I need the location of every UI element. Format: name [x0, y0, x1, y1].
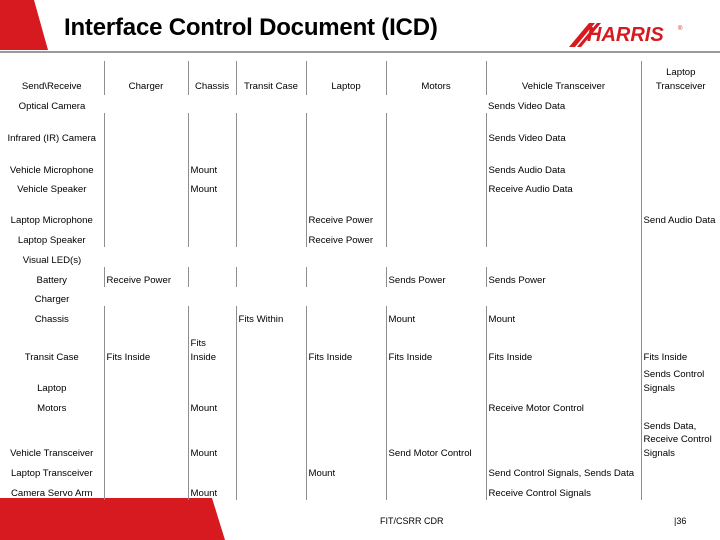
- table-row: [0, 113, 720, 145]
- table-cell: [236, 287, 306, 306]
- table-cell: [236, 247, 306, 267]
- table-cell: Mount: [306, 460, 386, 480]
- table-cell: [641, 306, 720, 326]
- table-cell: [236, 364, 306, 395]
- row-label: Camera Servo Arm: [0, 480, 104, 500]
- table-cell: Fits Inside: [486, 326, 641, 364]
- table-cell: [236, 196, 306, 227]
- table-row: [0, 460, 720, 480]
- table-cell: [236, 480, 306, 500]
- row-label: Vehicle Speaker: [0, 177, 104, 196]
- row-label: Laptop Transceiver: [0, 460, 104, 480]
- table-cell: [641, 113, 720, 145]
- table-cell: Sends Power: [486, 267, 641, 287]
- table-row: [0, 415, 720, 460]
- row-label: Optical Camera: [18, 100, 86, 112]
- icd-matrix: [0, 61, 720, 500]
- table-row: [0, 95, 720, 113]
- table-cell: Mount: [386, 306, 486, 326]
- row-label: Transit Case: [0, 326, 104, 364]
- table-cell: Sends Control Signals: [643, 369, 705, 394]
- table-cell: Receive Power: [306, 196, 386, 227]
- column-header: Transit Case: [236, 61, 306, 95]
- table-cell: [641, 287, 720, 306]
- column-header: Laptop: [306, 61, 386, 95]
- table-cell: Fits Inside: [188, 326, 236, 364]
- column-header: Send\Receive: [0, 61, 104, 95]
- table-cell: Fits Inside: [643, 351, 688, 363]
- table-cell: Sends Audio Data: [486, 145, 641, 177]
- table-cell: [386, 460, 486, 480]
- table-cell: [641, 145, 720, 177]
- table-cell: Mount: [188, 145, 236, 177]
- table-row: [0, 177, 720, 196]
- red-accent-bottom: [0, 498, 225, 540]
- svg-text:®: ®: [678, 26, 683, 32]
- table-cell: [236, 460, 306, 480]
- row-label: Motors: [0, 395, 104, 415]
- table-cell: [236, 95, 306, 113]
- title-divider: [0, 51, 720, 53]
- table-cell: [306, 415, 386, 460]
- table-cell: Receive Power: [306, 227, 386, 247]
- table-cell: [236, 177, 306, 196]
- table-cell: [236, 227, 306, 247]
- table-cell: [104, 145, 188, 177]
- table-row: [0, 480, 720, 500]
- table-row: [0, 227, 720, 247]
- table-row: [0, 247, 720, 267]
- table-cell: [306, 306, 386, 326]
- table-cell: [104, 364, 188, 395]
- table-cell: [104, 95, 188, 113]
- table-cell: [104, 113, 188, 145]
- table-cell: [386, 480, 486, 500]
- table-cell: [386, 227, 486, 247]
- table-cell: Fits Inside: [104, 326, 188, 364]
- column-header: Motors: [386, 61, 486, 95]
- table-cell: Receive Power: [104, 267, 188, 287]
- table-cell: [306, 267, 386, 287]
- table-cell: [104, 287, 188, 306]
- table-cell: Sends Video Data: [486, 113, 641, 145]
- table-cell: [306, 177, 386, 196]
- table-cell: [641, 267, 720, 287]
- table-cell: [486, 247, 641, 267]
- table-cell: [386, 395, 486, 415]
- row-label: Laptop Speaker: [0, 227, 104, 247]
- row-label: Battery: [0, 267, 104, 287]
- table-cell: [236, 145, 306, 177]
- table-cell: [104, 415, 188, 460]
- table-cell: [188, 364, 236, 395]
- row-label: Vehicle Microphone: [0, 145, 104, 177]
- column-header: Chassis: [188, 61, 236, 95]
- table-cell: [641, 395, 720, 415]
- column-header: Laptop Transceiver: [655, 67, 706, 92]
- table-cell: Sends Data, Receive Control Signals: [643, 420, 712, 459]
- table-cell: Mount: [188, 480, 236, 500]
- table-cell: [236, 113, 306, 145]
- table-cell: Send Audio Data: [643, 214, 716, 226]
- table-cell: Mount: [188, 177, 236, 196]
- table-cell: [188, 287, 236, 306]
- table-cell: [641, 177, 720, 196]
- header-row: [0, 61, 720, 95]
- table-row: [0, 326, 720, 364]
- table-row: [0, 364, 720, 395]
- red-accent-top: [0, 0, 48, 50]
- table-cell: [306, 145, 386, 177]
- row-label: Infrared (IR) Camera: [0, 113, 104, 145]
- table-cell: [188, 460, 236, 480]
- table-cell: Sends Video Data: [486, 95, 641, 113]
- table-cell: [306, 287, 386, 306]
- table-cell: Fits Within: [236, 306, 306, 326]
- table-cell: Send Motor Control: [386, 415, 486, 460]
- table-cell: [188, 196, 236, 227]
- table-cell: [306, 364, 386, 395]
- table-cell: Mount: [486, 306, 641, 326]
- table-cell: Fits Inside: [386, 326, 486, 364]
- table-cell: [236, 267, 306, 287]
- table-cell: [486, 364, 641, 395]
- table-cell: [236, 415, 306, 460]
- table-cell: [386, 113, 486, 145]
- table-cell: [486, 287, 641, 306]
- table-cell: [104, 395, 188, 415]
- table-cell: [188, 113, 236, 145]
- table-row: [0, 196, 720, 227]
- footer-label: FIT/CSRR CDR: [380, 516, 444, 526]
- table-row: [0, 395, 720, 415]
- table-cell: [486, 227, 641, 247]
- table-cell: [386, 177, 486, 196]
- table-row: [0, 306, 720, 326]
- table-cell: [641, 247, 720, 267]
- table-cell: Receive Audio Data: [486, 177, 641, 196]
- table-cell: Fits Inside: [306, 326, 386, 364]
- table-cell: [306, 113, 386, 145]
- row-label: Chassis: [0, 306, 104, 326]
- table-cell: [104, 196, 188, 227]
- table-cell: [236, 326, 306, 364]
- row-label: Vehicle Transceiver: [0, 415, 104, 460]
- table-cell: [306, 395, 386, 415]
- table-cell: [386, 145, 486, 177]
- table-cell: [188, 247, 236, 267]
- row-label: Visual LED(s): [22, 254, 82, 266]
- table-cell: [188, 95, 236, 113]
- table-cell: [104, 460, 188, 480]
- table-cell: Sends Power: [386, 267, 486, 287]
- table-cell: [306, 480, 386, 500]
- table-cell: [306, 95, 386, 113]
- row-label: Charger: [34, 293, 70, 305]
- column-header: Vehicle Transceiver: [486, 61, 641, 95]
- table-cell: [386, 364, 486, 395]
- table-cell: [386, 196, 486, 227]
- table-cell: [641, 480, 720, 500]
- table-cell: Receive Control Signals: [486, 480, 641, 500]
- table-cell: Receive Motor Control: [486, 395, 641, 415]
- table-cell: [386, 247, 486, 267]
- table-cell: [486, 196, 641, 227]
- table-row: [0, 145, 720, 177]
- table-cell: [104, 306, 188, 326]
- table-cell: [188, 306, 236, 326]
- page-number: |36: [674, 516, 687, 526]
- table-cell: [306, 247, 386, 267]
- table-row: [0, 267, 720, 287]
- harris-logo: [565, 20, 690, 50]
- column-header: Charger: [104, 61, 188, 95]
- table-cell: [188, 227, 236, 247]
- table-cell: [104, 247, 188, 267]
- table-cell: [386, 287, 486, 306]
- table-cell: [104, 227, 188, 247]
- table-cell: [104, 177, 188, 196]
- table-cell: [641, 460, 720, 480]
- table-cell: [486, 415, 641, 460]
- table-cell: [386, 95, 486, 113]
- table-cell: Mount: [188, 395, 236, 415]
- table-cell: [104, 480, 188, 500]
- page-title: Interface Control Document (ICD): [64, 14, 438, 41]
- table-cell: Send Control Signals, Sends Data: [486, 460, 641, 480]
- svg-text:HARRIS: HARRIS: [587, 24, 664, 46]
- table-cell: [641, 227, 720, 247]
- table-row: [0, 287, 720, 306]
- table-cell: [188, 267, 236, 287]
- row-label: Laptop Microphone: [0, 196, 104, 227]
- table-cell: [236, 395, 306, 415]
- table-cell: Mount: [188, 415, 236, 460]
- table-cell: [641, 95, 720, 113]
- row-label: Laptop: [0, 364, 104, 395]
